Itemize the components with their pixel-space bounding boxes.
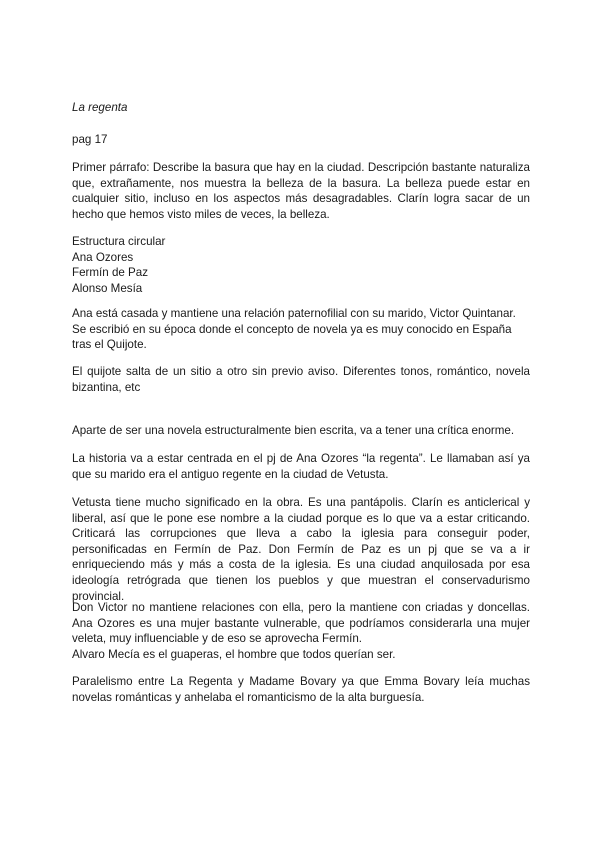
paragraph-vetusta: Vetusta tiene mucho significado en la obra. Es una pantápolis. Clarín es anticlerical y liberal, así que le pone ese nombre a la ciudad porque es lo que va a estar criticando. Criticará las corrupciones que lleva a cabo la iglesia para conseguir poder, personificadas en Fermín de Paz. Don Fermín de Paz es un pj que se va a ir enriqueciendo más y más a costa de la iglesia. Es una ciudad anquilosada por esa ideología retrógrada que tienen los pueblos y que muestran el conservadurismo provincial. xyxy=(72,496,530,603)
paragraph-quijote: El quijote salta de un sitio a otro sin previo aviso. Diferentes tonos, romántico, novela bizantina, etc xyxy=(72,365,530,394)
paragraph-ana xyxy=(72,306,530,353)
paragraph-victor xyxy=(72,600,530,662)
page-reference: pag 17 xyxy=(72,133,108,146)
character-list xyxy=(72,234,530,296)
paragraph-line: Se escribió en su época donde el concepto de novela ya es muy conocido en España tras el Quijote. xyxy=(72,322,512,352)
doc-title: La regenta xyxy=(72,101,128,114)
paragraph-line: Ana está casada y mantiene una relación paternofilial con su marido, Victor Quintanar. xyxy=(72,307,516,320)
paragraph-historia: La historia va a estar centrada en el pj de Ana Ozores “la regenta”. Le llamaban así ya que su marido era el antiguo regente en la ciudad de Vetusta. xyxy=(72,452,530,481)
list-item: Fermín de Paz xyxy=(72,266,149,280)
paragraph-bovary: Paralelismo entre La Regenta y Madame Bovary ya que Emma Bovary leía muchas novelas románticas y anhelaba el romanticismo de la alta burguesía. xyxy=(72,675,530,704)
list-item: Estructura circular xyxy=(72,235,166,248)
list-item: Ana Ozores xyxy=(72,250,134,264)
list-item: Alonso Mesía xyxy=(72,281,143,295)
paragraph-critica: Aparte de ser una novela estructuralmente bien escrita, va a tener una crítica enorme. xyxy=(72,424,515,437)
paragraph-line: Don Victor no mantiene relaciones con ella, pero la mantiene con criadas y doncellas. Ana Ozores es una mujer bastante vulnerable, que podríamos considerarla una mujer veleta, muy influenciable y de eso se aprovecha Fermín. xyxy=(72,601,530,646)
paragraph-line: Alvaro Mecía es el guaperas, el hombre que todos querían ser. xyxy=(72,647,396,661)
paragraph-basura: Primer párrafo: Describe la basura que hay en la ciudad. Descripción bastante naturaliza que, extrañamente, nos muestra la belleza de la basura. La belleza puede estar en cualquier sitio, incluso en los aspectos más desagradables. Clarín logra sacar de un hecho que hemos visto miles de veces, la belleza. xyxy=(72,161,530,221)
